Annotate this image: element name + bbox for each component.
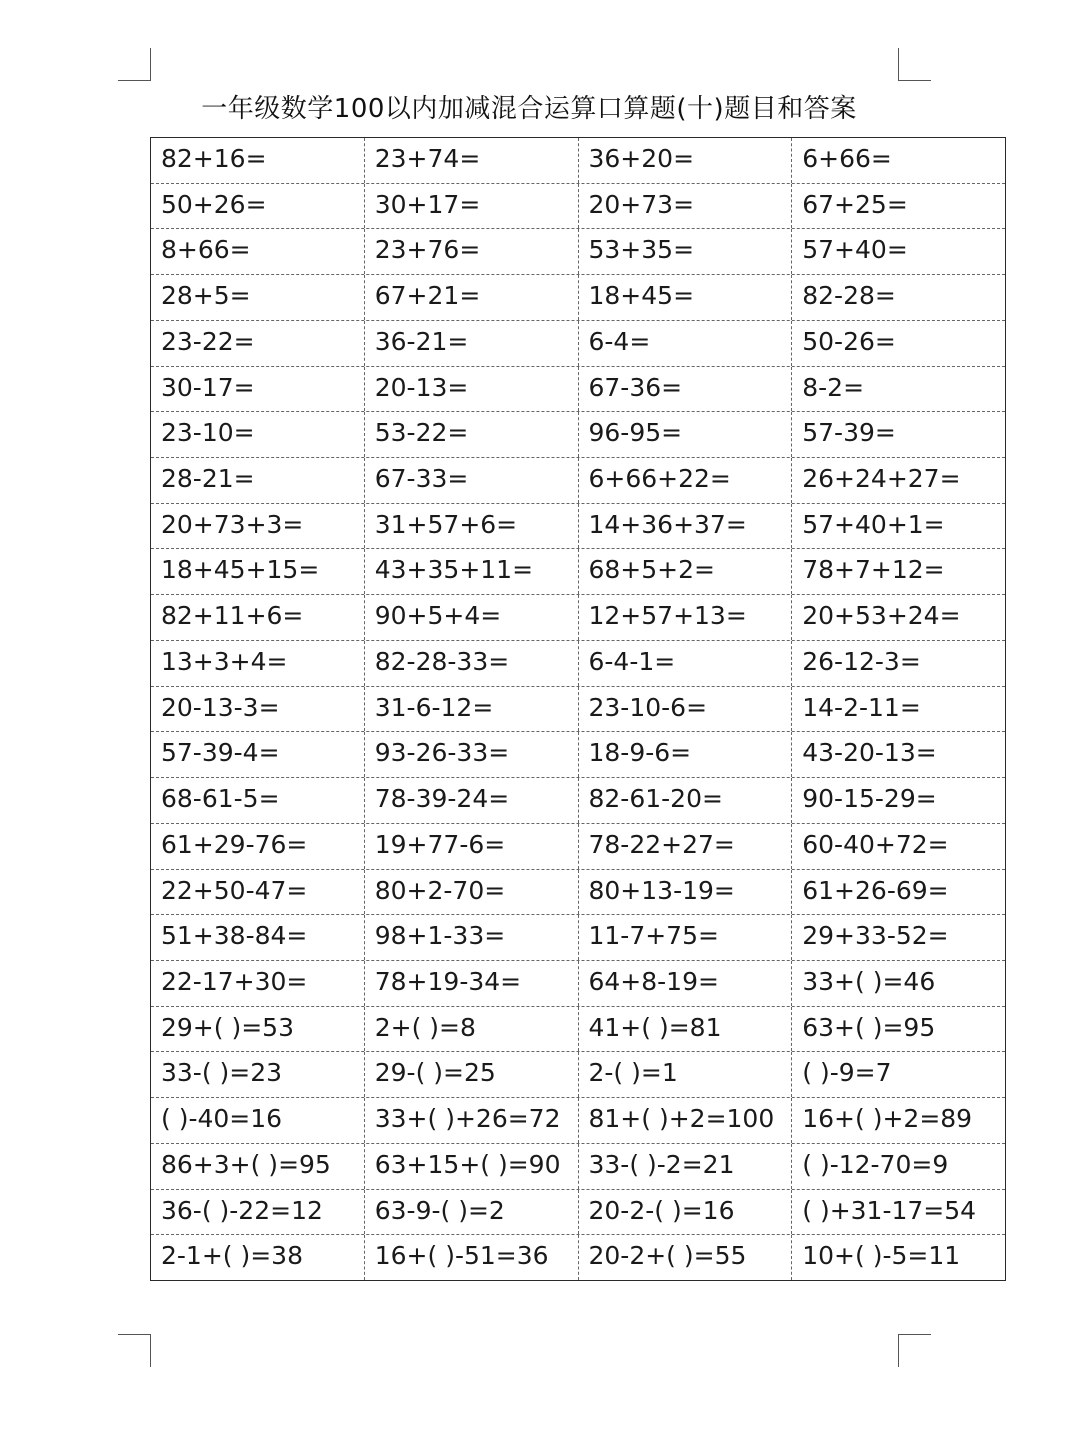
problem-cell: 14+36+37= — [579, 504, 793, 549]
problem-row — [151, 321, 1005, 367]
problem-row — [151, 1235, 1005, 1280]
problem-cell: 8-2= — [802, 372, 865, 402]
problem-cell: 36+20= — [579, 138, 793, 183]
problem-cell: 36-( )-22=12 — [151, 1190, 365, 1235]
problem-cell: 78+19-34= — [365, 961, 579, 1006]
problem-cell: 78-22+27= — [579, 824, 793, 869]
problem-cell: 53+35= — [579, 229, 793, 274]
problem-cell: 63+15+( )=90 — [365, 1144, 579, 1189]
problem-cell: 68-61-5= — [151, 778, 365, 823]
problem-cell: 82+16= — [151, 138, 365, 183]
page-title: 一年级数学100以内加减混合运算口算题(十)题目和答案 — [201, 94, 857, 124]
problem-cell: ( )-9=7 — [802, 1058, 892, 1088]
problem-cell: 28-21= — [151, 458, 365, 503]
problem-cell: 18+45= — [579, 275, 793, 320]
crop-mark-bottom-left — [118, 1334, 151, 1367]
problem-row — [151, 458, 1005, 504]
problem-cell: 29-( )=25 — [365, 1052, 579, 1097]
problem-row — [151, 641, 1005, 687]
problem-cell: 31-6-12= — [365, 687, 579, 732]
problem-row — [151, 1007, 1005, 1053]
problem-cell: 33+( )+26=72 — [365, 1098, 579, 1143]
problem-cell: 60-40+72= — [802, 829, 949, 859]
problem-cell: 16+( )-51=36 — [365, 1235, 579, 1280]
problem-cell: 36-21= — [365, 321, 579, 366]
problem-cell: 78-39-24= — [365, 778, 579, 823]
problem-row — [151, 824, 1005, 870]
problem-cell: 20-13= — [365, 367, 579, 412]
problem-cell: 8+66= — [151, 229, 365, 274]
problem-cell: 10+( )-5=11 — [802, 1241, 961, 1271]
problem-cell: 90-15-29= — [802, 784, 937, 814]
problem-cell: 2-( )=1 — [579, 1052, 793, 1097]
problem-cell: 20-2+( )=55 — [579, 1235, 793, 1280]
problem-cell: 80+13-19= — [579, 870, 793, 915]
problem-cell: 20+73+3= — [151, 504, 365, 549]
problem-cell: 80+2-70= — [365, 870, 579, 915]
problem-cell: 29+( )=53 — [151, 1007, 365, 1052]
problem-row — [151, 778, 1005, 824]
problem-cell: 26+24+27= — [802, 464, 961, 494]
problem-cell: 63+( )=95 — [802, 1012, 936, 1042]
problem-cell: 51+38-84= — [151, 915, 365, 960]
problem-row — [151, 687, 1005, 733]
problem-row — [151, 961, 1005, 1007]
problem-cell: ( )-40=16 — [151, 1098, 365, 1143]
problem-row — [151, 732, 1005, 778]
problem-row — [151, 504, 1005, 550]
problem-cell: 19+77-6= — [365, 824, 579, 869]
problem-row — [151, 1190, 1005, 1236]
problem-row — [151, 275, 1005, 321]
problem-cell: 67+25= — [802, 189, 908, 219]
crop-mark-bottom-right — [898, 1334, 931, 1367]
problem-cell: 18+45+15= — [151, 549, 365, 594]
problem-cell: 64+8-19= — [579, 961, 793, 1006]
problem-cell: 26-12-3= — [802, 646, 921, 676]
problem-cell: 41+( )=81 — [579, 1007, 793, 1052]
problem-cell: 2+( )=8 — [365, 1007, 579, 1052]
problem-cell: 20-13-3= — [151, 687, 365, 732]
problem-cell: 90+5+4= — [365, 595, 579, 640]
problem-cell: 50+26= — [151, 184, 365, 229]
problem-cell: 23+74= — [365, 138, 579, 183]
problem-cell: 33-( )=23 — [151, 1052, 365, 1097]
problem-cell: 82-28-33= — [365, 641, 579, 686]
problem-row — [151, 229, 1005, 275]
problem-cell: 20-2-( )=16 — [579, 1190, 793, 1235]
problem-cell: 2-1+( )=38 — [151, 1235, 365, 1280]
problem-cell: 43-20-13= — [802, 738, 937, 768]
problem-cell: 6-4-1= — [579, 641, 793, 686]
problem-cell: 43+35+11= — [365, 549, 579, 594]
problem-cell: 13+3+4= — [151, 641, 365, 686]
problem-cell: 81+( )+2=100 — [579, 1098, 793, 1143]
problem-cell: 67-36= — [579, 367, 793, 412]
problem-cell: 50-26= — [802, 326, 896, 356]
problem-cell: 30+17= — [365, 184, 579, 229]
problem-row — [151, 1144, 1005, 1190]
problem-cell: 11-7+75= — [579, 915, 793, 960]
problem-cell: 68+5+2= — [579, 549, 793, 594]
crop-mark-top-left — [118, 48, 151, 81]
problem-cell: 78+7+12= — [802, 555, 945, 585]
problem-cell: 33+( )=46 — [802, 966, 936, 996]
problem-cell: 12+57+13= — [579, 595, 793, 640]
problem-cell: 23-10-6= — [579, 687, 793, 732]
problem-cell: 67+21= — [365, 275, 579, 320]
problem-cell: 98+1-33= — [365, 915, 579, 960]
problem-row — [151, 184, 1005, 230]
problem-cell: 6-4= — [579, 321, 793, 366]
problem-grid — [150, 137, 1006, 1281]
problem-cell: 23-22= — [151, 321, 365, 366]
problem-cell: 82-28= — [802, 281, 896, 311]
problem-cell: 20+73= — [579, 184, 793, 229]
problem-cell: ( )-12-70=9 — [802, 1149, 949, 1179]
problem-cell: 86+3+( )=95 — [151, 1144, 365, 1189]
problem-cell: 57+40+1= — [802, 509, 945, 539]
problem-row — [151, 367, 1005, 413]
problem-cell: 23-10= — [151, 412, 365, 457]
problem-cell: 22+50-47= — [151, 870, 365, 915]
problem-cell: 61+29-76= — [151, 824, 365, 869]
problem-cell: 22-17+30= — [151, 961, 365, 1006]
problem-cell: 53-22= — [365, 412, 579, 457]
problem-cell: 23+76= — [365, 229, 579, 274]
problem-cell: 63-9-( )=2 — [365, 1190, 579, 1235]
problem-cell: 14-2-11= — [802, 692, 921, 722]
problem-cell: 6+66= — [802, 144, 892, 173]
problem-cell: 16+( )+2=89 — [802, 1104, 973, 1134]
problem-cell: ( )+31-17=54 — [802, 1195, 977, 1225]
problem-cell: 31+57+6= — [365, 504, 579, 549]
problem-cell: 18-9-6= — [579, 732, 793, 777]
problem-row — [151, 549, 1005, 595]
crop-mark-top-right — [898, 48, 931, 81]
problem-cell: 93-26-33= — [365, 732, 579, 777]
problem-row — [151, 915, 1005, 961]
problem-cell: 96-95= — [579, 412, 793, 457]
problem-cell: 57-39-4= — [151, 732, 365, 777]
problem-row — [151, 412, 1005, 458]
problem-cell: 33-( )-2=21 — [579, 1144, 793, 1189]
problem-cell: 57+40= — [802, 235, 908, 265]
problem-row — [151, 595, 1005, 641]
problem-cell: 28+5= — [151, 275, 365, 320]
problem-cell: 20+53+24= — [802, 601, 961, 631]
problem-row — [151, 1098, 1005, 1144]
problem-cell: 82-61-20= — [579, 778, 793, 823]
problem-cell: 29+33-52= — [802, 921, 949, 951]
problem-row — [151, 138, 1005, 184]
problem-cell: 82+11+6= — [151, 595, 365, 640]
problem-cell: 6+66+22= — [579, 458, 793, 503]
problem-cell: 57-39= — [802, 418, 896, 448]
problem-cell: 61+26-69= — [802, 875, 949, 905]
problem-cell: 67-33= — [365, 458, 579, 503]
problem-row — [151, 870, 1005, 916]
problem-row — [151, 1052, 1005, 1098]
problem-cell: 30-17= — [151, 367, 365, 412]
